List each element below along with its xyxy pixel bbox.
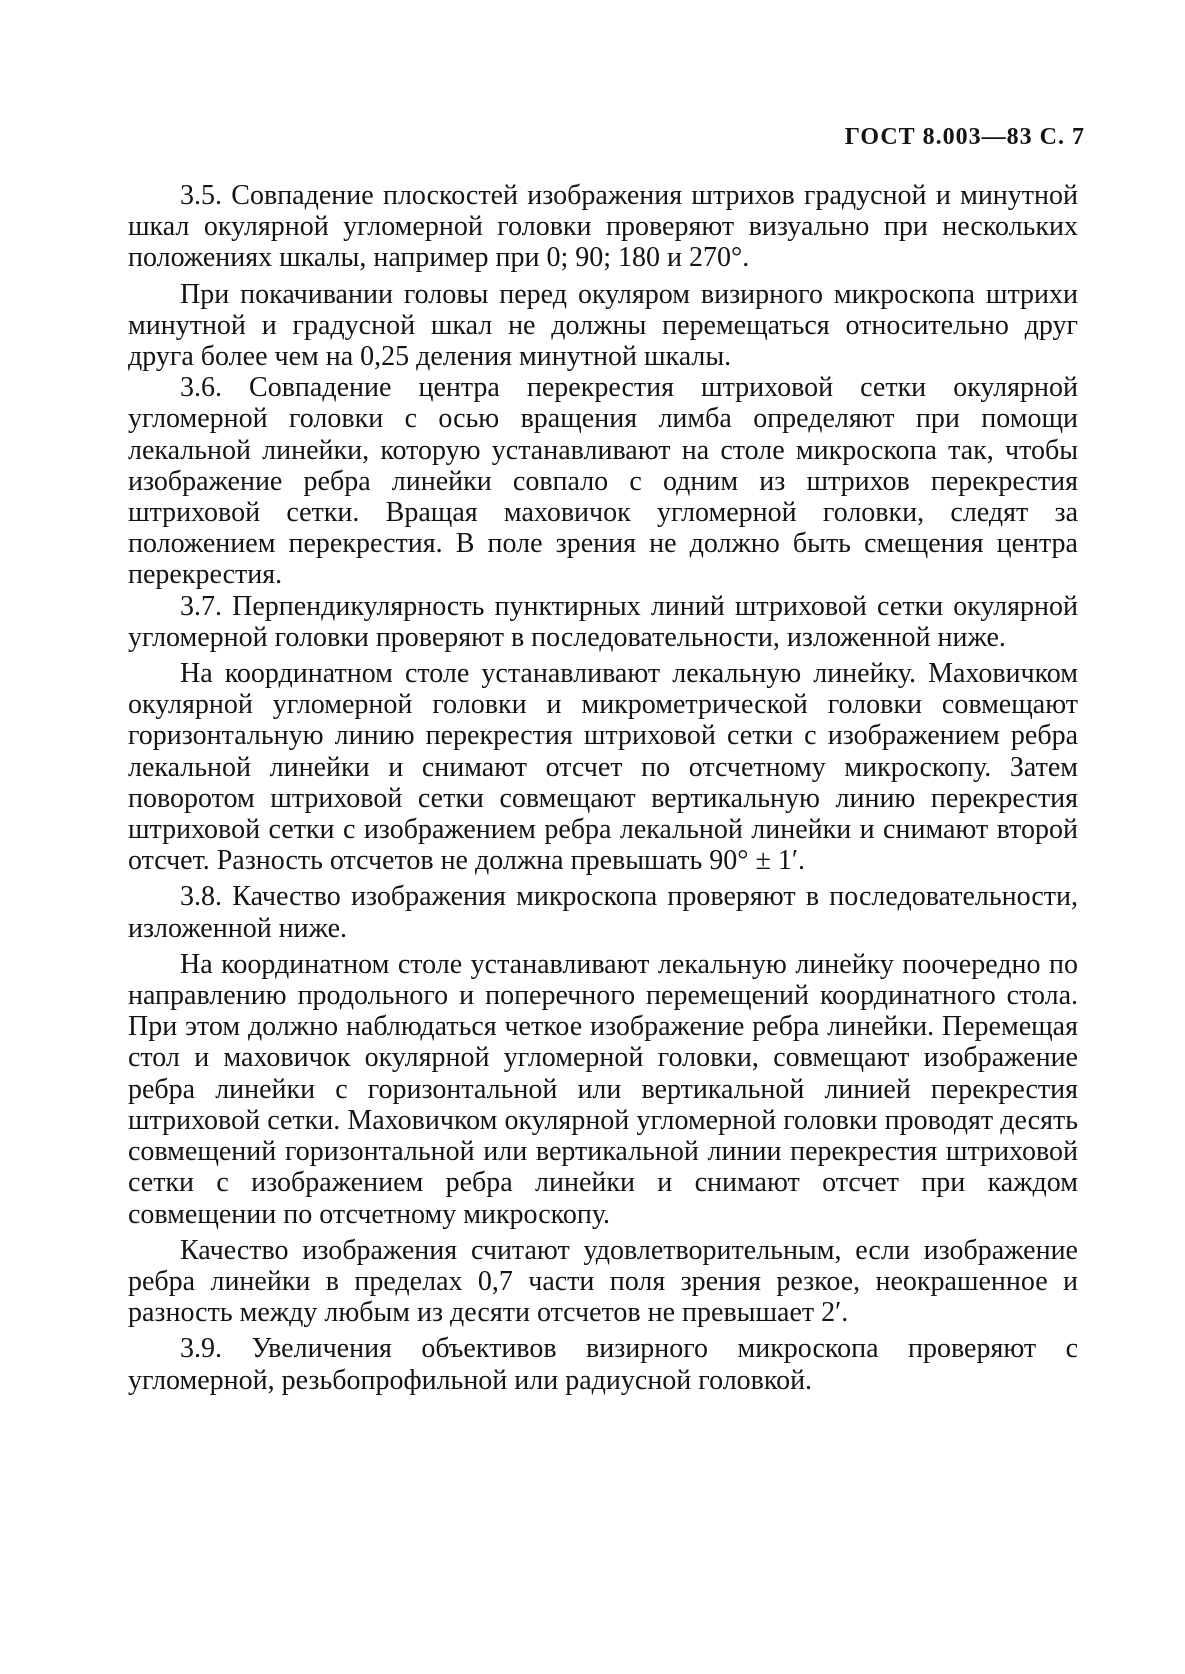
running-header: ГОСТ 8.003—83 С. 7	[844, 124, 1085, 150]
document-body	[128, 180, 1078, 1396]
paragraph-3-5: 3.5. Совпадение плоскостей изображения штрихов градусной и минутной шкал окулярной угломерной головки проверяют визуально при нескольких положениях шкалы, например при 0; 90; 180 и 270°.	[128, 180, 1078, 274]
paragraph-3-8: 3.8. Качество изображения микроскопа проверяют в последовательности, изложенной ниже.	[128, 881, 1078, 944]
paragraph-3-5-cont: При покачивании головы перед окуляром визирного микроскопа штрихи минутной и градусной шкал не должны перемещаться относительно друг друга более чем на 0,25 деления минутной шкалы.	[128, 278, 1078, 373]
paragraph-3-6: 3.6. Совпадение центра перекрестия штриховой сетки окулярной угломерной головки с осью вращения лимба определяют при помощи лекальной линейки, которую устанавливают на столе микроскопа так, чтобы изображение ребра линейки совпало с одним из штрихов перекрестия штриховой сетки. Вращая маховичок угломерной головки, следят за положением перекрестия. В поле зрения не должно быть смещения центра перекрестия.	[128, 372, 1078, 591]
paragraph-3-8-criteria: Качество изображения считают удовлетворительным, если изображение ребра линейки в пределах 0,7 части поля зрения резкое, неокрашенное и разность между любым из десяти отсчетов не превышает 2′.	[128, 1234, 1078, 1329]
paragraph-3-7: 3.7. Перпендикулярность пунктирных линий штриховой сетки окулярной угломерной головки проверяют в последовательности, изложенной ниже.	[128, 590, 1078, 653]
paragraph-3-8-cont: На координатном столе устанавливают лекальную линейку поочередно по направлению продольного и поперечного перемещений координатного стола. При этом должно наблюдаться четкое изображение ребра линейки. Перемещая стол и маховичок окулярной угломерной головки, совмещают изображение ребра линейки с горизонтальной или вертикальной линией перекрестия штриховой сетки. Маховичком окулярной угломерной головки проводят десять совмещений горизонтальной или вертикальной линии перекрестия штриховой сетки с изображением ребра линейки и снимают отсчет при каждом совмещении по отсчетному микроскопу.	[128, 948, 1078, 1230]
paragraph-3-9: 3.9. Увеличения объективов визирного микроскопа проверяют с угломерной, резьбопрофильной или радиусной головкой.	[128, 1333, 1078, 1396]
paragraph-3-7-cont: На координатном столе устанавливают лекальную линейку. Маховичком окулярной угломерной головки и микрометрической головки совмещают горизонтальную линию перекрестия штриховой сетки с изображением ребра лекальной линейки и снимают отсчет по отсчетному микроскопу. Затем поворотом штриховой сетки совмещают вертикальную линию перекрестия штриховой сетки с изображением ребра лекальной линейки и снимают второй отсчет. Разность отсчетов не должна превышать 90° ± 1′.	[128, 658, 1078, 877]
